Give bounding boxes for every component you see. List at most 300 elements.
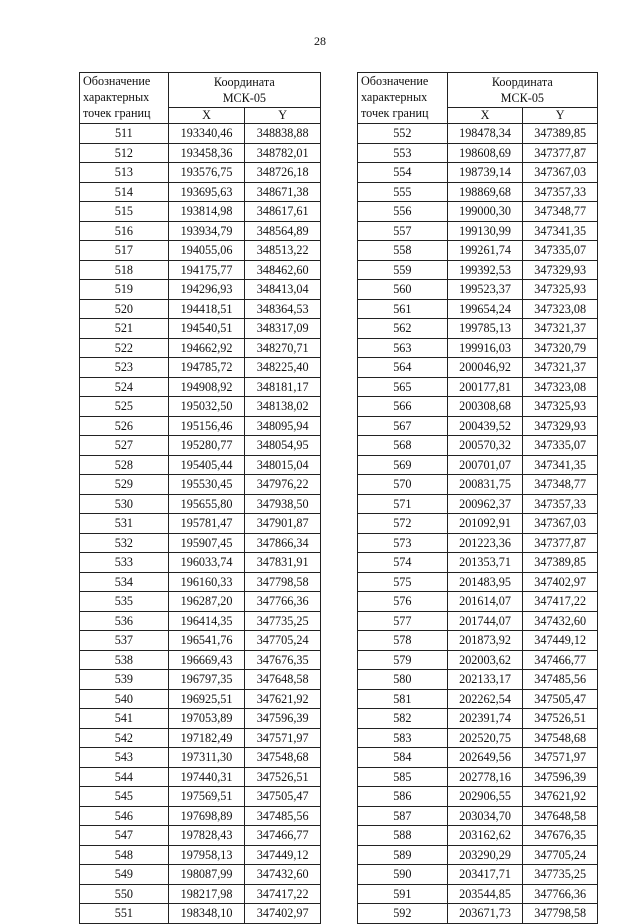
table-row	[358, 631, 598, 651]
y-coordinate: 347335,07	[523, 241, 598, 261]
table-row	[358, 514, 598, 534]
x-coordinate: 193576,75	[168, 163, 245, 183]
x-coordinate: 196669,43	[168, 650, 245, 670]
table-row	[358, 319, 598, 339]
x-coordinate: 193340,46	[168, 124, 245, 144]
point-number: 519	[80, 280, 169, 300]
table-row	[358, 533, 598, 553]
point-number: 542	[80, 728, 169, 748]
y-coordinate: 347329,93	[523, 416, 598, 436]
point-label-header: Обозначение характерных точек границ	[80, 73, 169, 124]
point-number: 572	[358, 514, 448, 534]
coordinate-header: Координата МСК-05	[168, 73, 320, 108]
y-coordinate: 347367,03	[523, 514, 598, 534]
x-coordinate: 197958,13	[168, 845, 245, 865]
point-number: 523	[80, 358, 169, 378]
point-number: 554	[358, 163, 448, 183]
x-coordinate: 197053,89	[168, 709, 245, 729]
y-coordinate: 348513,22	[245, 241, 321, 261]
point-number: 548	[80, 845, 169, 865]
table-row	[80, 572, 321, 592]
x-coordinate: 195156,46	[168, 416, 245, 436]
x-coordinate: 198869,68	[447, 182, 523, 202]
y-coordinate: 347320,79	[523, 338, 598, 358]
table-row	[80, 670, 321, 690]
y-coordinate: 347505,47	[245, 787, 321, 807]
x-coordinate: 194175,77	[168, 260, 245, 280]
table-row	[80, 845, 321, 865]
x-coordinate: 194296,93	[168, 280, 245, 300]
point-number: 585	[358, 767, 448, 787]
point-number: 559	[358, 260, 448, 280]
table-row	[358, 436, 598, 456]
table-row	[358, 299, 598, 319]
point-number: 580	[358, 670, 448, 690]
table-row	[358, 397, 598, 417]
point-number: 543	[80, 748, 169, 768]
point-number: 545	[80, 787, 169, 807]
x-coordinate: 194785,72	[168, 358, 245, 378]
y-coordinate: 347329,93	[523, 260, 598, 280]
point-number: 567	[358, 416, 448, 436]
y-coordinate: 347485,56	[523, 670, 598, 690]
table-row	[358, 904, 598, 924]
x-coordinate: 202520,75	[447, 728, 523, 748]
y-coordinate: 347357,33	[523, 494, 598, 514]
point-number: 570	[358, 475, 448, 495]
x-coordinate: 199785,13	[447, 319, 523, 339]
x-coordinate: 202003,62	[447, 650, 523, 670]
y-coordinate: 347325,93	[523, 397, 598, 417]
x-coordinate: 201092,91	[447, 514, 523, 534]
table-row	[80, 260, 321, 280]
point-number: 590	[358, 865, 448, 885]
table-row	[358, 455, 598, 475]
y-coordinate: 347621,92	[523, 787, 598, 807]
y-coordinate: 347417,22	[245, 884, 321, 904]
y-coordinate: 347596,39	[523, 767, 598, 787]
x-coordinate: 195032,50	[168, 397, 245, 417]
y-coordinate: 347377,87	[523, 533, 598, 553]
x-coordinate: 196925,51	[168, 689, 245, 709]
y-coordinate: 347432,60	[523, 611, 598, 631]
point-number: 524	[80, 377, 169, 397]
table-row	[80, 416, 321, 436]
point-number: 527	[80, 436, 169, 456]
y-coordinate: 348225,40	[245, 358, 321, 378]
table-row	[80, 787, 321, 807]
table-row	[358, 865, 598, 885]
table-row	[358, 592, 598, 612]
point-number: 569	[358, 455, 448, 475]
table-row	[80, 806, 321, 826]
point-number: 563	[358, 338, 448, 358]
point-number: 546	[80, 806, 169, 826]
y-coordinate: 348095,94	[245, 416, 321, 436]
y-coordinate: 348138,02	[245, 397, 321, 417]
table-row	[358, 884, 598, 904]
y-coordinate: 347676,35	[245, 650, 321, 670]
y-coordinate: 348181,17	[245, 377, 321, 397]
table-row	[358, 241, 598, 261]
x-coordinate: 199916,03	[447, 338, 523, 358]
y-coordinate: 347466,77	[523, 650, 598, 670]
point-number: 577	[358, 611, 448, 631]
y-coordinate: 347571,97	[245, 728, 321, 748]
x-coordinate: 196797,35	[168, 670, 245, 690]
y-coordinate: 348364,53	[245, 299, 321, 319]
table-row	[80, 182, 321, 202]
point-number: 536	[80, 611, 169, 631]
y-coordinate: 347976,22	[245, 475, 321, 495]
x-coordinate: 199000,30	[447, 202, 523, 222]
y-coordinate: 347621,92	[245, 689, 321, 709]
y-coordinate: 347571,97	[523, 748, 598, 768]
point-number: 587	[358, 806, 448, 826]
y-coordinate: 348838,88	[245, 124, 321, 144]
x-coordinate: 203034,70	[447, 806, 523, 826]
table-body-left	[80, 124, 321, 924]
table-row	[358, 494, 598, 514]
table-row	[358, 689, 598, 709]
y-coordinate: 347705,24	[523, 845, 598, 865]
y-coordinate: 347798,58	[245, 572, 321, 592]
y-coordinate: 347367,03	[523, 163, 598, 183]
table-row	[80, 728, 321, 748]
table-row	[80, 280, 321, 300]
y-coordinate: 348671,38	[245, 182, 321, 202]
y-coordinate: 347526,51	[245, 767, 321, 787]
y-coordinate: 347323,08	[523, 377, 598, 397]
x-coordinate: 201744,07	[447, 611, 523, 631]
point-number: 589	[358, 845, 448, 865]
point-number: 586	[358, 787, 448, 807]
point-number: 528	[80, 455, 169, 475]
point-label-header: Обозначение характерных точек границ	[358, 73, 448, 124]
y-coordinate: 347402,97	[523, 572, 598, 592]
point-number: 591	[358, 884, 448, 904]
x-coordinate: 197828,43	[168, 826, 245, 846]
table-row	[358, 728, 598, 748]
y-coordinate: 347901,87	[245, 514, 321, 534]
x-coordinate: 199523,37	[447, 280, 523, 300]
x-coordinate: 198739,14	[447, 163, 523, 183]
x-coordinate: 199261,74	[447, 241, 523, 261]
y-coordinate: 347676,35	[523, 826, 598, 846]
point-number: 592	[358, 904, 448, 924]
point-number: 544	[80, 767, 169, 787]
table-row	[358, 611, 598, 631]
x-coordinate: 196287,20	[168, 592, 245, 612]
point-number: 535	[80, 592, 169, 612]
table-row	[358, 826, 598, 846]
y-coordinate: 347831,91	[245, 553, 321, 573]
table-row	[358, 787, 598, 807]
x-coordinate: 194418,51	[168, 299, 245, 319]
coordinates-table-right	[357, 72, 598, 924]
table-row	[80, 377, 321, 397]
table-row	[80, 475, 321, 495]
y-coordinate: 348617,61	[245, 202, 321, 222]
x-coordinate: 194662,92	[168, 338, 245, 358]
y-coordinate: 348726,18	[245, 163, 321, 183]
y-coordinate: 347735,25	[245, 611, 321, 631]
point-number: 549	[80, 865, 169, 885]
point-number: 555	[358, 182, 448, 202]
point-number: 574	[358, 553, 448, 573]
table-row	[80, 241, 321, 261]
point-number: 560	[358, 280, 448, 300]
table-row	[358, 650, 598, 670]
x-coordinate: 203162,62	[447, 826, 523, 846]
point-number: 541	[80, 709, 169, 729]
point-number: 564	[358, 358, 448, 378]
x-coordinate: 195405,44	[168, 455, 245, 475]
table-row	[80, 865, 321, 885]
y-coordinate: 347377,87	[523, 143, 598, 163]
y-coordinate: 347466,77	[245, 826, 321, 846]
table-row	[80, 826, 321, 846]
table-row	[358, 124, 598, 144]
x-coordinate: 196160,33	[168, 572, 245, 592]
table-row	[80, 358, 321, 378]
y-coordinate: 347548,68	[245, 748, 321, 768]
y-coordinate: 347389,85	[523, 124, 598, 144]
coordinate-header: Координата МСК-05	[447, 73, 597, 108]
x-coordinate: 194055,06	[168, 241, 245, 261]
point-number: 517	[80, 241, 169, 261]
y-coordinate: 347321,37	[523, 358, 598, 378]
y-coordinate: 347648,58	[523, 806, 598, 826]
table-row	[80, 767, 321, 787]
table-row	[358, 143, 598, 163]
point-number: 511	[80, 124, 169, 144]
x-coordinate: 199654,24	[447, 299, 523, 319]
y-coordinate: 347766,36	[245, 592, 321, 612]
point-number: 547	[80, 826, 169, 846]
x-coordinate: 203671,73	[447, 904, 523, 924]
point-number: 520	[80, 299, 169, 319]
y-coordinate: 347596,39	[245, 709, 321, 729]
x-coordinate: 201483,95	[447, 572, 523, 592]
point-number: 568	[358, 436, 448, 456]
table-row	[80, 709, 321, 729]
point-number: 521	[80, 319, 169, 339]
y-coordinate: 347341,35	[523, 221, 598, 241]
x-coordinate: 201223,36	[447, 533, 523, 553]
point-number: 565	[358, 377, 448, 397]
x-coordinate: 196541,76	[168, 631, 245, 651]
table-row	[80, 533, 321, 553]
point-number: 530	[80, 494, 169, 514]
x-coordinate: 194908,92	[168, 377, 245, 397]
y-coordinate: 347449,12	[523, 631, 598, 651]
point-number: 562	[358, 319, 448, 339]
x-coordinate: 202778,16	[447, 767, 523, 787]
y-header: Y	[245, 108, 321, 124]
point-number: 539	[80, 670, 169, 690]
point-number: 588	[358, 826, 448, 846]
y-coordinate: 347705,24	[245, 631, 321, 651]
x-coordinate: 201873,92	[447, 631, 523, 651]
table-row	[358, 475, 598, 495]
x-coordinate: 200439,52	[447, 416, 523, 436]
y-coordinate: 347335,07	[523, 436, 598, 456]
y-coordinate: 347323,08	[523, 299, 598, 319]
x-coordinate: 203544,85	[447, 884, 523, 904]
x-coordinate: 195655,80	[168, 494, 245, 514]
y-coordinate: 347417,22	[523, 592, 598, 612]
x-coordinate: 197569,51	[168, 787, 245, 807]
y-coordinate: 348413,04	[245, 280, 321, 300]
x-coordinate: 197440,31	[168, 767, 245, 787]
x-coordinate: 202262,54	[447, 689, 523, 709]
x-coordinate: 203290,29	[447, 845, 523, 865]
point-number: 515	[80, 202, 169, 222]
table-row	[80, 631, 321, 651]
table-row	[358, 260, 598, 280]
x-coordinate: 195530,45	[168, 475, 245, 495]
point-number: 583	[358, 728, 448, 748]
point-number: 512	[80, 143, 169, 163]
table-row	[80, 299, 321, 319]
table-row	[358, 202, 598, 222]
point-number: 533	[80, 553, 169, 573]
table-row	[358, 806, 598, 826]
table-row	[80, 494, 321, 514]
y-coordinate: 348015,04	[245, 455, 321, 475]
table-row	[80, 455, 321, 475]
y-coordinate: 348270,71	[245, 338, 321, 358]
x-coordinate: 196414,35	[168, 611, 245, 631]
point-number: 537	[80, 631, 169, 651]
x-coordinate: 200570,32	[447, 436, 523, 456]
x-coordinate: 198217,98	[168, 884, 245, 904]
table-row	[80, 338, 321, 358]
y-coordinate: 347938,50	[245, 494, 321, 514]
point-number: 576	[358, 592, 448, 612]
table-row	[358, 709, 598, 729]
x-coordinate: 198608,69	[447, 143, 523, 163]
x-coordinate: 202133,17	[447, 670, 523, 690]
point-number: 558	[358, 241, 448, 261]
table-row	[80, 221, 321, 241]
y-coordinate: 347389,85	[523, 553, 598, 573]
point-number: 525	[80, 397, 169, 417]
x-coordinate: 203417,71	[447, 865, 523, 885]
x-coordinate: 197182,49	[168, 728, 245, 748]
table-row	[80, 319, 321, 339]
y-coordinate: 347357,33	[523, 182, 598, 202]
x-coordinate: 199130,99	[447, 221, 523, 241]
y-coordinate: 347325,93	[523, 280, 598, 300]
table-row	[358, 221, 598, 241]
table-row	[80, 436, 321, 456]
x-coordinate: 196033,74	[168, 553, 245, 573]
point-number: 531	[80, 514, 169, 534]
y-coordinate: 348564,89	[245, 221, 321, 241]
table-row	[358, 358, 598, 378]
table-row	[358, 182, 598, 202]
y-coordinate: 347341,35	[523, 455, 598, 475]
y-coordinate: 348462,60	[245, 260, 321, 280]
x-coordinate: 197698,89	[168, 806, 245, 826]
y-coordinate: 347766,36	[523, 884, 598, 904]
y-coordinate: 348317,09	[245, 319, 321, 339]
x-coordinate: 200308,68	[447, 397, 523, 417]
point-number: 571	[358, 494, 448, 514]
y-coordinate: 347402,97	[245, 904, 321, 924]
x-coordinate: 200046,92	[447, 358, 523, 378]
point-number: 529	[80, 475, 169, 495]
y-coordinate: 347548,68	[523, 728, 598, 748]
x-coordinate: 200962,37	[447, 494, 523, 514]
x-coordinate: 200831,75	[447, 475, 523, 495]
point-number: 581	[358, 689, 448, 709]
point-number: 566	[358, 397, 448, 417]
table-row	[80, 689, 321, 709]
point-number: 518	[80, 260, 169, 280]
point-number: 578	[358, 631, 448, 651]
x-coordinate: 193695,63	[168, 182, 245, 202]
table-row	[80, 397, 321, 417]
table-row	[358, 553, 598, 573]
y-coordinate: 347505,47	[523, 689, 598, 709]
x-coordinate: 194540,51	[168, 319, 245, 339]
y-coordinate: 347526,51	[523, 709, 598, 729]
table-body-right	[358, 124, 598, 924]
point-number: 557	[358, 221, 448, 241]
x-coordinate: 195781,47	[168, 514, 245, 534]
x-coordinate: 200701,07	[447, 455, 523, 475]
x-header: X	[447, 108, 523, 124]
table-row	[80, 748, 321, 768]
table-row	[80, 514, 321, 534]
y-coordinate: 348782,01	[245, 143, 321, 163]
table-row	[80, 592, 321, 612]
table-row	[80, 124, 321, 144]
point-number: 513	[80, 163, 169, 183]
point-number: 514	[80, 182, 169, 202]
point-number: 573	[358, 533, 448, 553]
point-number: 516	[80, 221, 169, 241]
point-number: 553	[358, 143, 448, 163]
y-coordinate: 347735,25	[523, 865, 598, 885]
point-number: 584	[358, 748, 448, 768]
table-row	[358, 572, 598, 592]
table-row	[80, 553, 321, 573]
table-row	[358, 280, 598, 300]
x-coordinate: 198348,10	[168, 904, 245, 924]
x-coordinate: 193934,79	[168, 221, 245, 241]
x-coordinate: 202906,55	[447, 787, 523, 807]
y-coordinate: 347348,77	[523, 475, 598, 495]
x-coordinate: 193814,98	[168, 202, 245, 222]
x-coordinate: 202649,56	[447, 748, 523, 768]
x-coordinate: 198087,99	[168, 865, 245, 885]
x-header: X	[168, 108, 245, 124]
table-row	[358, 767, 598, 787]
x-coordinate: 195280,77	[168, 436, 245, 456]
table-row	[358, 670, 598, 690]
point-number: 538	[80, 650, 169, 670]
table-row	[80, 904, 321, 924]
point-number: 552	[358, 124, 448, 144]
point-number: 526	[80, 416, 169, 436]
point-number: 579	[358, 650, 448, 670]
y-coordinate: 347348,77	[523, 202, 598, 222]
table-row	[80, 163, 321, 183]
